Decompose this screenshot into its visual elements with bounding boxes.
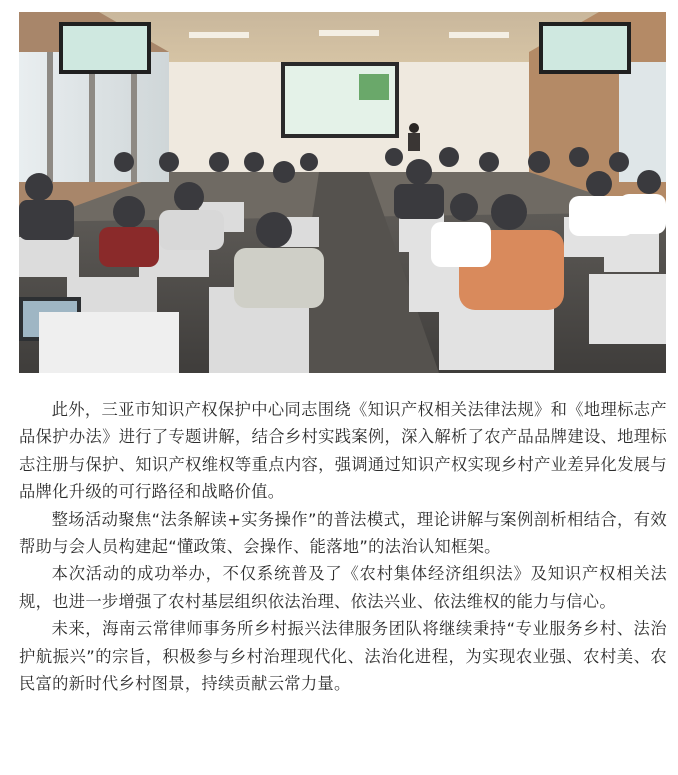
paragraph-1: 此外，三亚市知识产权保护中心同志围绕《知识产权相关法律法规》和《地理标志产品保护办法》进行了专题讲解，结合乡村实践案例，深入解析了农产品品牌建设、地理标志注册与保护、知识产权维权等重点内容，强调通过知识产权实现乡村产业差异化发展与品牌化升级的可行路径和战略价值。 xyxy=(19,400,667,502)
seminar-photo-illustration xyxy=(19,12,666,373)
paragraph-4: 未来，海南云常律师事务所乡村振兴法律服务团队将继续秉持“专业服务乡村、法治护航振兴”的宗旨，积极参与乡村治理现代化、法治化进程，为实现农业强、农村美、农民富的新时代乡村图景，持续贡献云常力量。 xyxy=(19,619,667,694)
paragraph-3: 本次活动的成功举办，不仅系统普及了《农村集体经济组织法》及知识产权相关法规，也进一步增强了农村基层组织依法治理、依法兴业、依法维权的能力与信心。 xyxy=(19,564,667,611)
seminar-photo xyxy=(19,12,666,373)
paragraph-2: 整场活动聚焦“法条解读+实务操作”的普法模式，理论讲解与案例剖析相结合，有效帮助与会人员构建起“懂政策、会操作、能落地”的法治认知框架。 xyxy=(19,509,667,557)
article-body xyxy=(19,396,667,697)
